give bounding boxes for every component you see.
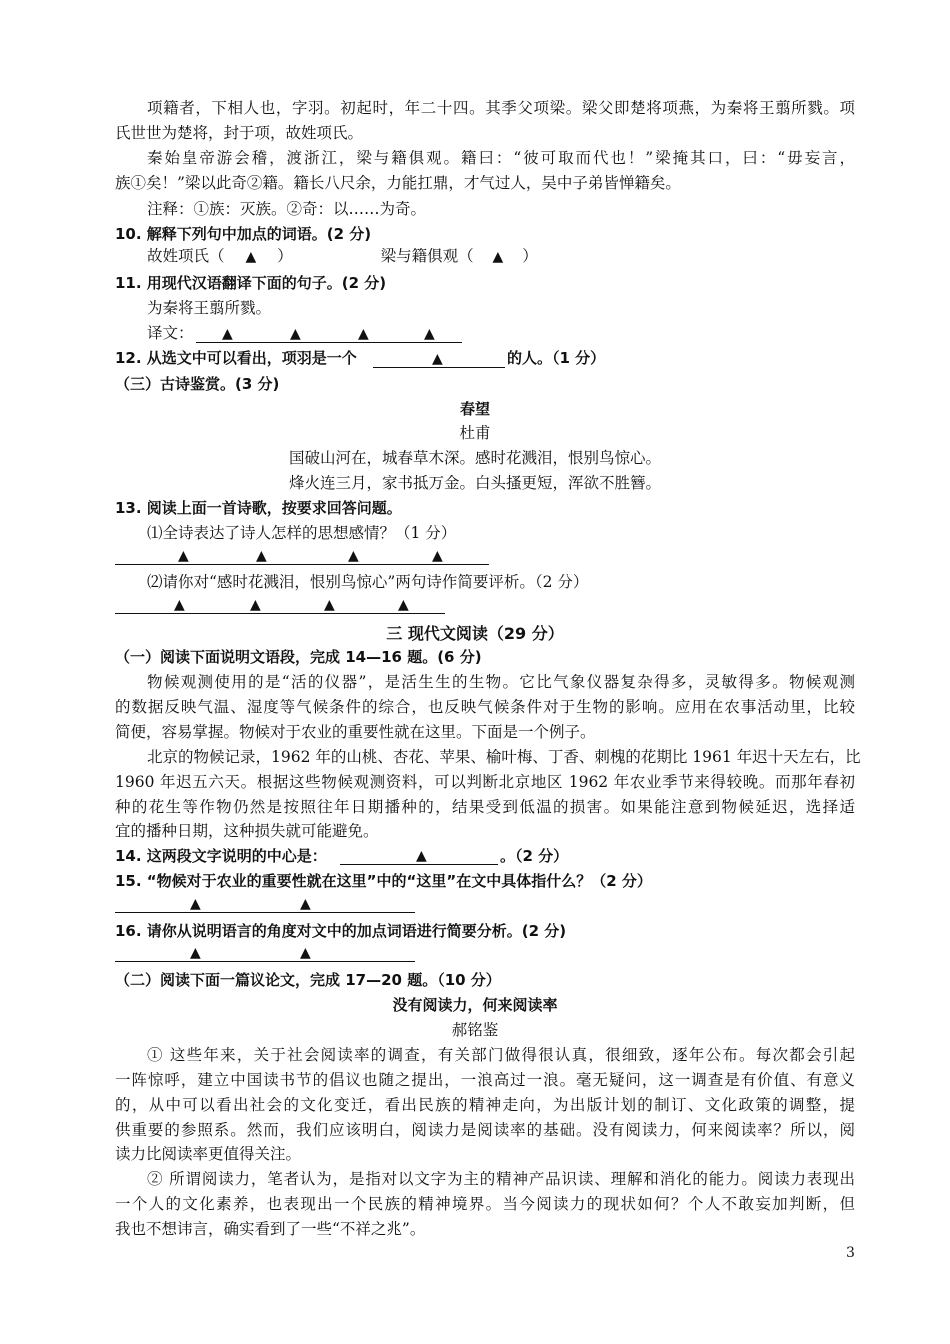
question-12-before: 12. 从选文中可以看出，项羽是一个 [115,349,357,367]
section-2-title: （二）阅读下面一篇议论文，完成 17—20 题。（10 分） [115,971,501,989]
essay-line: 一阵惊呼，建立中国读书节的倡议也随之提出，一浪高过一浪。毫无疑问，这一调查是有价值、有意义 [115,1071,855,1089]
expository-line: 种的花生等作物仍然是按照往年日期播种的，结果受到低温的损害。如果能注意到物候延迟，选择适 [115,798,855,816]
section-poem-title: （三）古诗鉴赏。(3 分) [115,375,280,393]
answer-marker-triangle[interactable]: ▲ [245,249,257,265]
expository-line: 1960 年迟五六天。根据这些物候观测资料，可以判断北京地区 1962 年农业季节来得较晚。而那年春初 [115,773,855,791]
translation-label: 译文： [147,324,194,342]
part-3-heading: 三 现代文阅读（29 分） [386,624,564,643]
section-1-title: （一）阅读下面说明文语段，完成 14—16 题。(6 分) [115,648,482,666]
answer-line[interactable] [373,367,505,368]
essay-line: 供重要的参照系。然而，我们应该明白，阅读力是阅读率的基础。没有阅读力，何来阅读率？所以，阅 [115,1121,855,1139]
expository-line: 物候观测使用的是“活的仪器”，是活生生的生物。它比气象仪器复杂得多，灵敏得多。物候观测 [147,673,855,691]
question-13-sub1: ⑴全诗表达了诗人怎样的思想感情？（1 分） [147,524,457,542]
essay-line: ② 所谓阅读力，笔者认为，是指对以文字为主的精神产品识读、理解和消化的能力。阅读力表现出 [147,1170,855,1188]
passage-line: 族①矣！”梁以此奇②籍。籍长八尺余，力能扛鼎，才气过人，吴中子弟皆惮籍矣。 [115,174,681,192]
answer-marker-triangle: ▲ [300,945,311,961]
answer-marker-triangle: ▲ [174,597,185,613]
essay-line: 读力比阅读率更值得关注。 [115,1145,302,1163]
answer-marker-triangle: ▲ [250,597,261,613]
answer-line[interactable] [115,961,415,962]
answer-line[interactable] [340,864,498,865]
expository-line: 宜的播种日期，这种损失就可能避免。 [115,822,379,840]
answer-marker-triangle: ▲ [416,848,427,864]
passage-line: 项籍者，下相人也，字羽。初起时，年二十四。其季父项梁。梁父即楚将项燕，为秦将王翦所戮。项 [147,99,855,117]
answer-marker-triangle: ▲ [324,597,335,613]
essay-line: 的，从中可以看出社会的文化变迁，看出民族的精神走向，为出版计划的制订、文化政策的调整，提 [115,1096,855,1114]
expository-line: 北京的物候记录，1962 年的山桃、杏花、苹果、榆叶梅、丁香、刺槐的花期比 1961 年迟十天左右，比 [147,748,861,766]
poem-line: 烽火连三月，家书抵万金。白头搔更短，浑欲不胜簪。 [288,474,661,492]
answer-marker-triangle: ▲ [256,548,267,564]
essay-line: 我也不想讳言，确实看到了一些“不祥之兆”。 [115,1220,426,1238]
answer-marker-triangle: ▲ [300,896,311,912]
question-14-before: 14. 这两段文字说明的中心是： [115,847,327,865]
answer-marker-triangle: ▲ [222,326,233,342]
passage-line: 秦始皇帝游会稽，渡浙江，梁与籍俱观。籍曰：“彼可取而代也！”梁掩其口，曰：“毋妄言， [147,149,855,167]
question-13-title: 13. 阅读上面一首诗歌，按要求回答问题。 [115,499,402,517]
poem-title: 春望 [459,400,490,418]
answer-line[interactable] [196,342,462,343]
q10-item-a: 故姓项氏（ [147,247,225,265]
expository-line: 简便，容易掌握。物候对于农业的重要性就在这里。下面是一个例子。 [115,723,596,741]
question-14-after: 。（2 分） [500,847,569,865]
answer-marker-triangle: ▲ [178,548,189,564]
answer-marker-triangle[interactable]: ▲ [492,249,504,265]
q10-close: ） [522,247,538,265]
poem-author: 杜甫 [459,424,491,442]
page-number: 3 [846,1245,855,1261]
poem-line: 国破山河在，城春草木深。感时花溅泪，恨别鸟惊心。 [288,449,661,467]
answer-marker-triangle: ▲ [190,896,201,912]
answer-marker-triangle: ▲ [358,326,369,342]
question-10-title: 10. 解释下列句中加点的词语。(2 分) [115,225,372,243]
answer-marker-triangle: ▲ [348,548,359,564]
question-10-items [147,244,855,269]
essay-author: 郝铭鉴 [451,1021,499,1039]
answer-line[interactable] [115,613,445,614]
passage-note: 注释：①族：灭族。②奇：以……为奇。 [147,200,427,218]
essay-title: 没有阅读力，何来阅读率 [392,996,558,1014]
answer-marker-triangle: ▲ [398,597,409,613]
question-15-title: 15. “物候对于农业的重要性就在这里”中的“这里”在文中具体指什么？（2 分） [115,872,652,890]
answer-marker-triangle: ▲ [190,945,201,961]
question-11-title: 11. 用现代汉语翻译下面的句子。(2 分) [115,274,387,292]
q10-item-b: 梁与籍俱观（ [380,247,474,265]
answer-marker-triangle: ▲ [290,326,301,342]
question-13-sub2: ⑵请你对“感时花溅泪，恨别鸟惊心”两句诗作简要评析。（2 分） [147,573,589,591]
passage-line: 氏世世为楚将，封于项，故姓项氏。 [115,124,364,142]
answer-marker-triangle: ▲ [424,326,435,342]
answer-line[interactable] [115,564,489,565]
expository-line: 的数据反映气温、湿度等气候条件的综合，也反映气候条件对于生物的影响。应用在农事活动里，比较 [115,698,855,716]
answer-marker-triangle: ▲ [432,351,443,367]
answer-marker-triangle: ▲ [432,548,443,564]
question-11-sentence: 为秦将王翦所戮。 [147,299,272,317]
answer-line[interactable] [115,912,415,913]
question-12-after: 的人。（1 分） [507,349,606,367]
essay-line: 一个人的文化素养，也表现出一个民族的精神境界。当今阅读力的现状如何？个人不敢妄加判断，但 [115,1195,855,1213]
question-16-title: 16. 请你从说明语言的角度对文中的加点词语进行简要分析。(2 分) [115,922,567,940]
essay-line: ① 这些年来，关于社会阅读率的调查，有关部门做得很认真，很细致，逐年公布。每次都会引起 [147,1046,855,1064]
q10-close: ） [277,247,293,265]
